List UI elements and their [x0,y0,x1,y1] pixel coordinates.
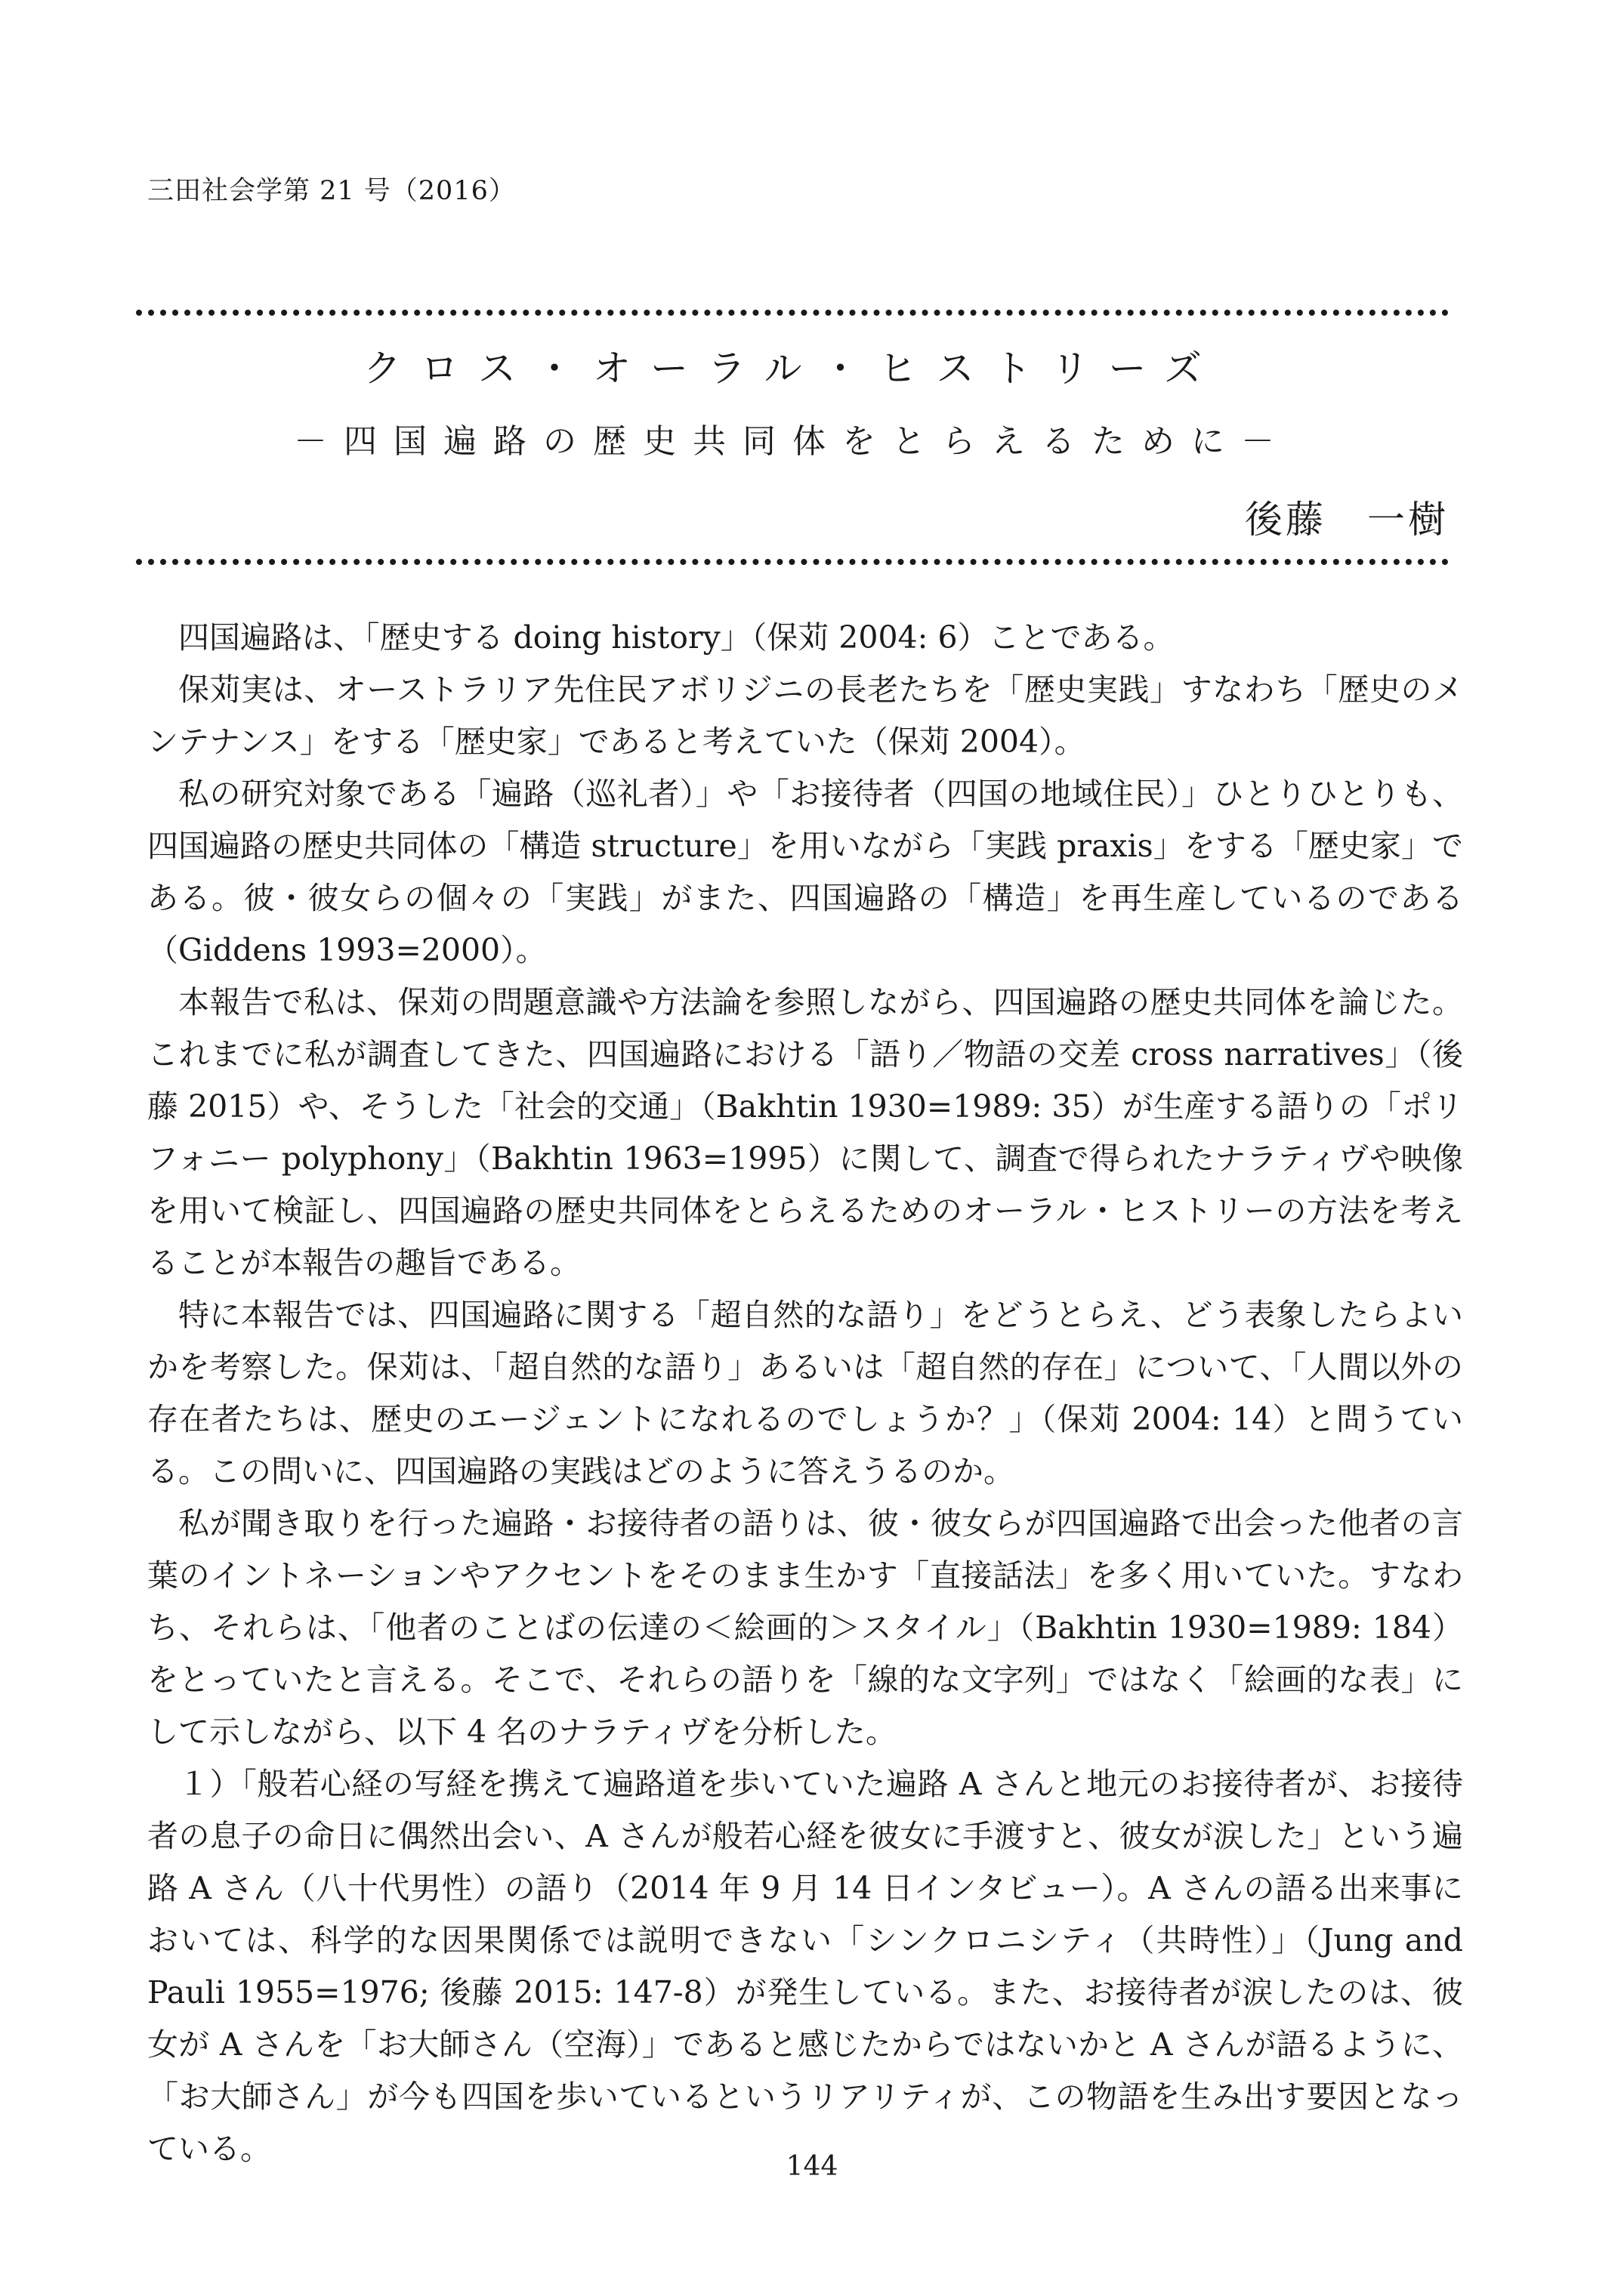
article-title: クロス・オーラル・ヒストリーズ [363,347,1221,390]
title-bottom-rule [136,559,1449,565]
article-author: 後藤 一樹 [1245,498,1449,542]
body-paragraph: 私が聞き取りを行った遍路・お接待者の語りは、彼・彼女らが四国遍路で出会った他者の言葉のイントネーションやアクセントをそのまま生かす「直接話法」を多く用いていた。すなわち、それらは、「他者のことばの伝達の＜絵画的＞スタイル」（Bakhtin 1930=1989: 184）をとっていたと言える。そこで、それらの語りを「線的な文字列」ではなく「絵画的な表」にして示しながら、以下 4 名のナラティヴを分析した。 [147,1505,1463,1750]
page-number: 144 [786,2151,838,2182]
body-paragraph: １）「般若心経の写経を携えて遍路道を歩いていた遍路 A さんと地元のお接待者が、お接待者の息子の命日に偶然出会い、A さんが般若心経を彼女に手渡すと、彼女が涙した」という遍路 A さん（八十代男性）の語り（2014 年 9 月 14 日インタビュー）。A さんの語る出来事においては、科学的な因果関係では説明できない「シンクロニシティ（共時性）」（Jung and Pauli 1955=1976; 後藤 2015: 147-8）が発生している。また、お接待者が涙したのは、彼女が A さんを「お大師さん（空海）」であると感じたからではないかと A さんが語るように、「お大師さん」が今も四国を歩いているというリアリティが、この物語を生み出す要因となっている。 [147,1766,1463,2167]
body-paragraph: 私の研究対象である「遍路（巡礼者）」や「お接待者（四国の地域住民）」ひとりひとりも、四国遍路の歴史共同体の「構造 structure」を用いながら「実践 praxis」をする「歴史家」である。彼・彼女らの個々の「実践」がまた、四国遍路の「構造」を再生産しているのである（Giddens 1993=2000）。 [147,776,1463,968]
journal-header: 三田社会学第 21 号（2016） [147,176,516,206]
article-body [147,612,1463,2175]
body-paragraph: 保苅実は、オーストラリア先住民アボリジニの長老たちを「歴史実践」すなわち「歴史のメンテナンス」をする「歴史家」であると考えていた（保苅 2004）。 [147,671,1463,760]
article-subtitle: －四国遍路の歴史共同体をとらえるために－ [294,422,1291,461]
body-paragraph: 四国遍路は、「歴史する doing history」（保苅 2004: 6）ことである。 [178,619,1175,656]
body-paragraph: 本報告で私は、保苅の問題意識や方法論を参照しながら、四国遍路の歴史共同体を論じた。これまでに私が調査してきた、四国遍路における「語り／物語の交差 cross narratives」（後藤 2015）や、そうした「社会的交通」（Bakhtin 1930=1989: 35）が生産する語りの「ポリフォニー polyphony」（Bakhtin 1963=1995）に関して、調査で得られたナラティヴや映像を用いて検証し、四国遍路の歴史共同体をとらえるためのオーラル・ヒストリーの方法を考えることが本報告の趣旨である。 [147,984,1463,1281]
body-paragraph: 特に本報告では、四国遍路に関する「超自然的な語り」をどうとらえ、どう表象したらよいかを考察した。保苅は、「超自然的な語り」あるいは「超自然的存在」について、「人間以外の存在者たちは、歴史のエージェントになれるのでしょうか？」（保苅 2004: 14）と問うている。この問いに、四国遍路の実践はどのように答えうるのか。 [147,1297,1463,1489]
title-top-rule [136,310,1449,316]
